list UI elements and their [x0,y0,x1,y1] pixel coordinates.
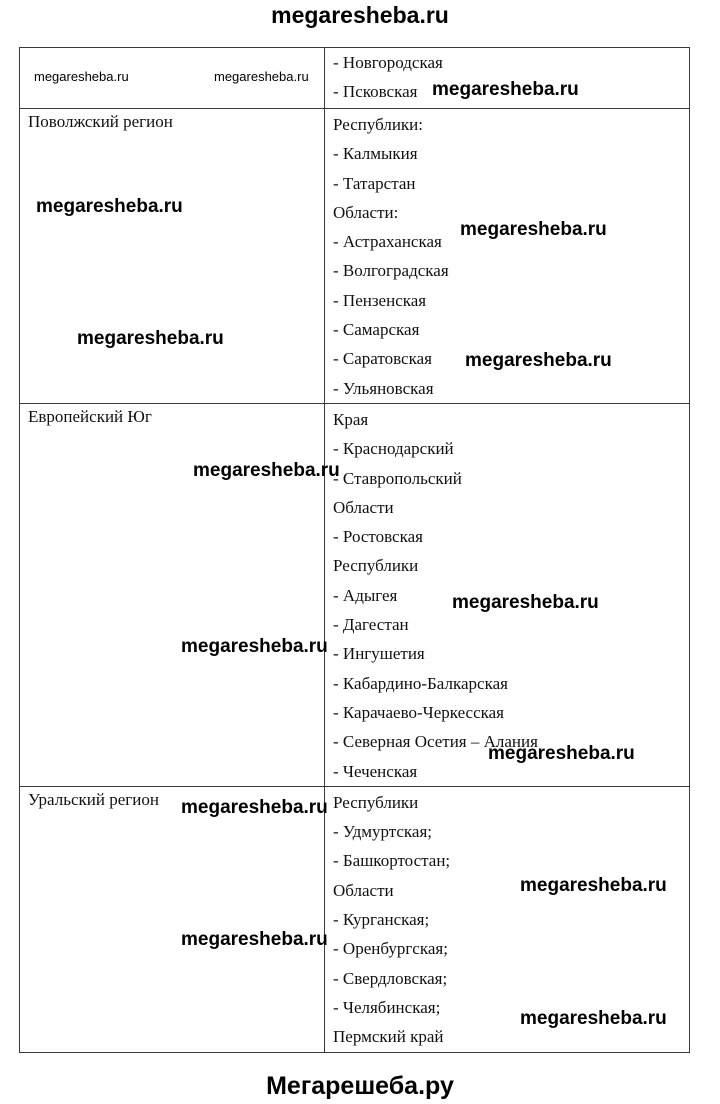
list-item: - Адыгея [333,585,398,605]
list-item: Республики [333,556,419,576]
watermark: megaresheba.ru [181,636,328,657]
table-cell-left [20,786,325,1052]
list-item: - Ставропольский [333,468,462,488]
watermark-small: megaresheba.ru [214,69,309,84]
watermark: megaresheba.ru [36,196,183,217]
watermark: megaresheba.ru [520,1008,667,1029]
list-item: - Самарская [333,320,420,340]
list-item: Республики [333,792,419,812]
list-item: Республики: [333,115,424,134]
list-item: - Калмыкия [333,144,418,164]
watermark: megaresheba.ru [460,219,607,240]
watermark: megaresheba.ru [432,79,579,100]
list-item: - Башкортостан; [333,851,451,871]
list-item: - Кабардино-Балкарская [333,673,508,693]
list-item: - Курганская; [333,910,430,930]
list-item: - Дагестан [333,615,409,635]
list-item: - Свердловская; [333,968,448,988]
watermark: megaresheba.ru [181,797,328,818]
list-item: - Волгоградская [333,261,449,281]
watermark: megaresheba.ru [465,350,612,371]
list-item: Области [333,880,394,900]
watermark: megaresheba.ru [452,592,599,613]
list-item: Пермский край [333,1027,444,1047]
list-item: - Новгородская [333,53,443,72]
site-header: megaresheba.ru [271,2,449,28]
watermark: megaresheba.ru [77,328,224,349]
list-item: - Оренбургская; [333,939,448,959]
site-footer: Мегарешеба.ру [266,1072,454,1100]
region-name: Европейский Юг [28,406,152,426]
watermark: megaresheba.ru [520,875,667,896]
list-item: Области: [333,202,399,222]
list-item: - Ульяновская [333,378,434,398]
list-item: - Псковская [333,82,418,101]
list-item: - Удмуртская; [333,822,433,842]
list-item: - Карачаево-Черкесская [333,702,505,722]
list-item: - Саратовская [333,349,432,369]
list-item: - Ингушетия [333,644,425,664]
list-item: - Пензенская [333,290,427,310]
list-item: - Чеченская [333,761,418,781]
watermark: megaresheba.ru [488,743,635,764]
watermark: megaresheba.ru [193,460,340,481]
table-cell-left [20,109,325,404]
region-name: Уральский регион [28,789,159,809]
list-item: Области [333,497,394,517]
list-item: - Северная Осетия – Алания [333,732,538,752]
list-item: - Челябинская; [333,997,441,1017]
watermark: megaresheba.ru [181,929,328,950]
list-item: Края [333,409,369,429]
list-item: - Татарстан [333,173,416,193]
watermark-small: megaresheba.ru [34,69,129,84]
list-item: - Ростовская [333,527,423,547]
list-item: - Астраханская [333,232,442,252]
region-name: Поволжский регион [28,112,173,131]
list-item: - Краснодарский [333,439,454,459]
